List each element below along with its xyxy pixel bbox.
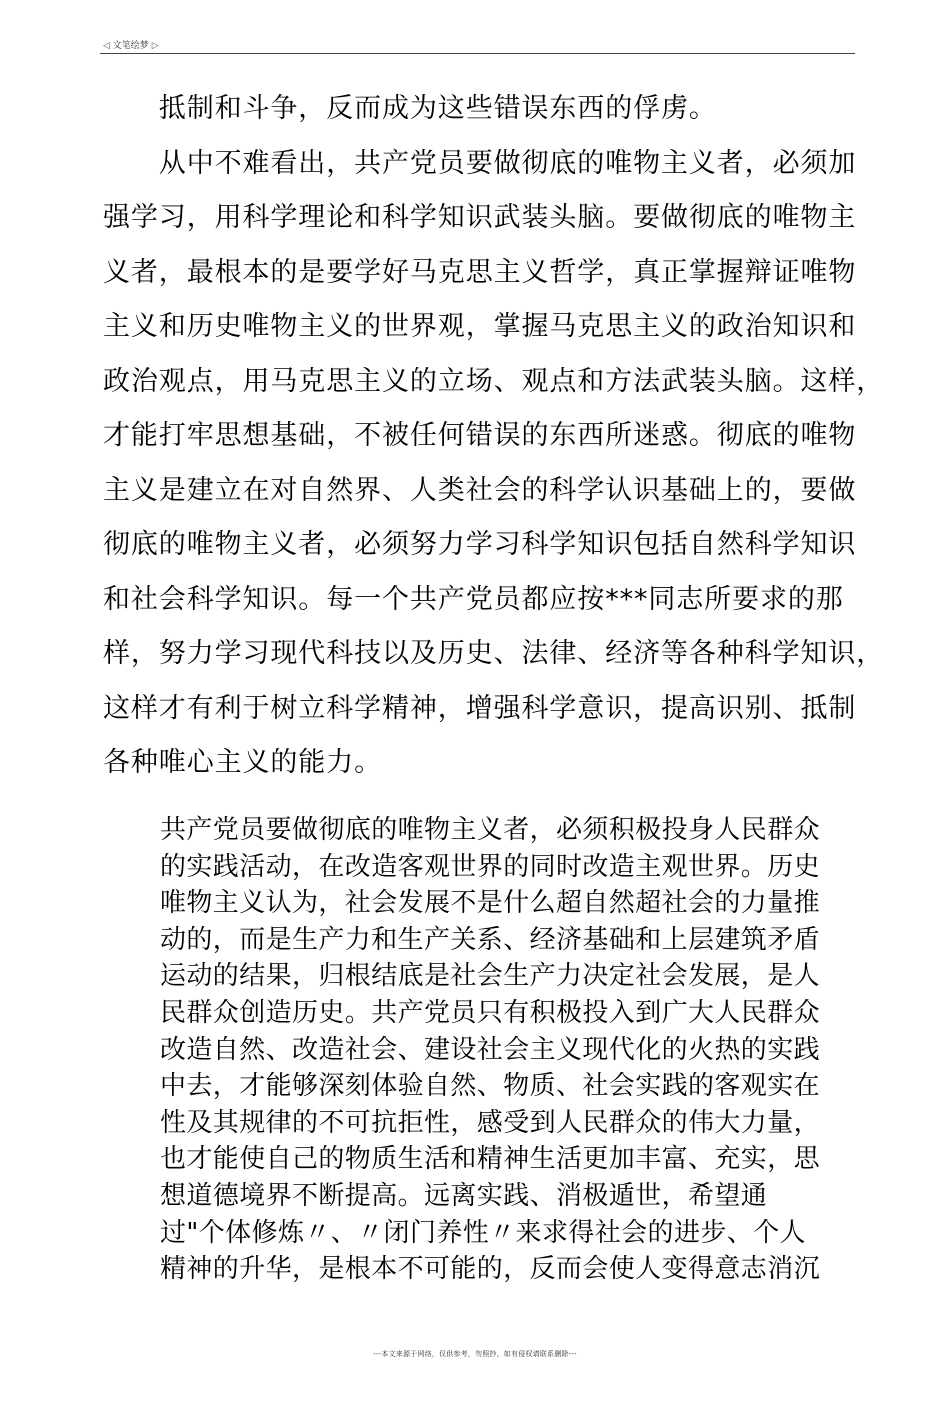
text-line: 中去，才能够深刻体验自然、物质、社会实践的客观实在 — [160, 1071, 821, 1102]
text-line: 主义和历史唯物主义的世界观，掌握马克思主义的政治知识和 — [103, 311, 857, 342]
page-footer-note: ---本文来源于网络，仅供参考，勿照抄，如有侵权请联系删除--- — [373, 1350, 577, 1358]
header-divider — [100, 53, 855, 54]
text-line: 过"个体修炼〃、〃闭门养性〃来求得社会的进步、个人 — [160, 1217, 806, 1248]
page-header — [103, 38, 853, 54]
text-line: 改造自然、改造社会、建设社会主义现代化的火热的实践 — [160, 1034, 821, 1065]
text-line: 唯物主义认为，社会发展不是什么超自然超社会的力量推 — [160, 888, 821, 919]
text-line: 动的，而是生产力和生产关系、经济基础和上层建筑矛盾 — [160, 924, 821, 955]
header-title: 文笔绘梦 — [112, 41, 149, 51]
text-line: 才能打牢思想基础，不被任何错误的东西所迷惑。彻底的唯物 — [103, 420, 857, 451]
triangle-left-icon: ◁ — [103, 41, 110, 51]
text-line: 精神的升华，是根本不可能的，反而会使人变得意志消沉 — [160, 1254, 821, 1285]
triangle-right-icon: ▷ — [151, 41, 159, 51]
text-line: 也才能使自己的物质生活和精神生活更加丰富、充实，思 — [160, 1144, 821, 1175]
text-line: 想道德境界不断提高。远离实践、消极遁世，希望通 — [160, 1180, 768, 1211]
text-line: 共产党员要做彻底的唯物主义者，必须积极投身人民群众 — [160, 815, 821, 845]
text-line: 从中不难看出，共产党员要做彻底的唯物主义者，必须加 — [103, 147, 857, 179]
text-line: 彻底的唯物主义者，必须努力学习科学知识包括自然科学知识 — [103, 529, 857, 560]
text-line: 政治观点，用马克思主义的立场、观点和方法武装头脑。这样， — [103, 365, 885, 397]
body-paragraph-1 — [103, 82, 885, 791]
text-line: 性及其规律的不可抗拒性，感受到人民群众的伟大力量， — [160, 1107, 821, 1138]
body-paragraph-2 — [160, 812, 860, 1288]
text-line: 各种唯心主义的能力。 — [103, 747, 382, 778]
text-line: 样，努力学习现代科技以及历史、法律、经济等各种科学知识， — [103, 638, 885, 669]
text-line: 运动的结果，归根结底是社会生产力决定社会发展，是人 — [160, 961, 821, 992]
text-line: 强学习，用科学理论和科学知识武装头脑。要做彻底的唯物主 — [103, 202, 857, 233]
text-line: 义者，最根本的是要学好马克思主义哲学，真正掌握辩证唯物 — [103, 256, 857, 288]
text-line: 这样才有利于树立科学精神，增强科学意识，提高识别、抵制 — [103, 692, 857, 724]
text-line: 主义是建立在对自然界、人类社会的科学认识基础上的，要做 — [103, 474, 857, 506]
text-line: 民群众创造历史。共产党员只有积极投入到广大人民群众 — [160, 997, 821, 1028]
text-line: 抵制和斗争，反而成为这些错误东西的俘虏。 — [103, 93, 717, 124]
text-line: 和社会科学知识。每一个共产党员都应按***同志所要求的那 — [103, 583, 844, 615]
text-line: 的实践活动，在改造客观世界的同时改造主观世界。历史 — [160, 851, 821, 882]
